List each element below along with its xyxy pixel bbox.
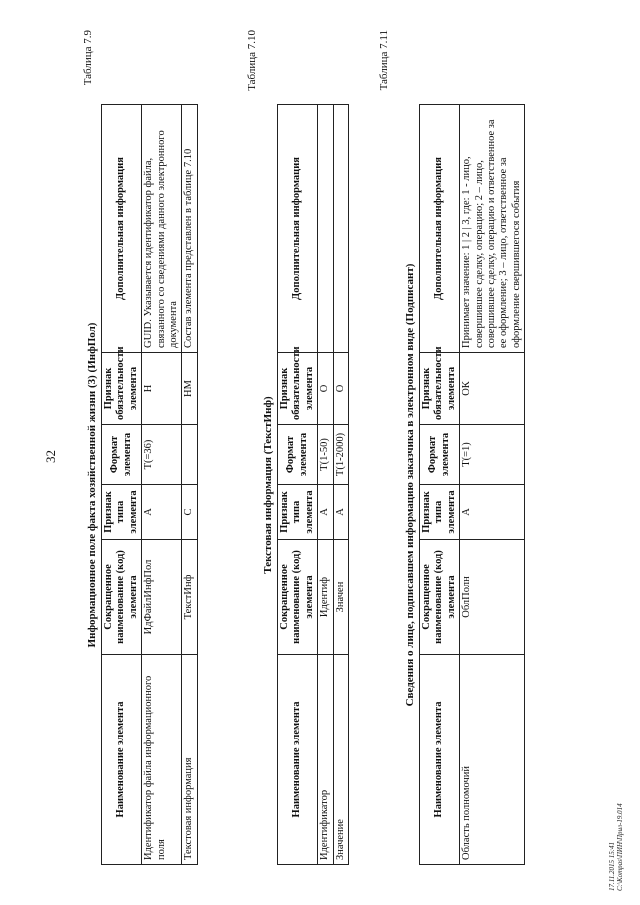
cell-format: Т(1-50) — [318, 425, 333, 485]
header-format: Формат элемента — [420, 425, 460, 485]
cell-required: ОК — [460, 353, 525, 425]
table-7-11-title: Сведения о лице, подписавшем информацию заказчика в электронном виде (Подписант) — [404, 263, 416, 707]
cell-info: GUID. Указывается идентификатор файла, связанного со сведениями данного электронного документа — [142, 105, 182, 353]
table-7-10-title: Текстовая информация (ТекстИнф) — [262, 396, 274, 574]
table-row — [142, 105, 182, 865]
table-7-10 — [277, 104, 349, 865]
header-name: Наименование элемента — [102, 655, 142, 865]
cell-required: О — [318, 353, 333, 425]
header-name: Наименование элемента — [278, 655, 318, 865]
table-row — [182, 105, 197, 865]
header-code: Сокращенное наименование (код) элемента — [278, 540, 318, 655]
page-number: 32 — [43, 450, 58, 463]
header-required: Признак обязательности элемента — [102, 353, 142, 425]
table-7-9-title: Информационное поле факта хозяйственной жизни (3) (ИнфПол) — [86, 322, 98, 648]
cell-format — [182, 425, 197, 485]
header-type: Признак типа элемента — [420, 485, 460, 540]
cell-info: Состав элемента представлен в таблице 7.10 — [182, 105, 197, 353]
cell-code: Идентиф — [318, 540, 333, 655]
table-7-9 — [101, 104, 198, 865]
header-code: Сокращенное наименование (код) элемента — [420, 540, 460, 655]
table-7-10-header-row — [278, 105, 318, 865]
header-format: Формат элемента — [278, 425, 318, 485]
cell-name: Идентификатор файла информационного поля — [142, 655, 182, 865]
footer-path: C:\Kompas\ПИН\Прил-19.014 — [616, 803, 625, 891]
header-name: Наименование элемента — [420, 655, 460, 865]
cell-name: Область полномочий — [460, 655, 525, 865]
table-7-10-label: Таблица 7.10 — [246, 30, 258, 91]
cell-name: Текстовая информация — [182, 655, 197, 865]
cell-required: Н — [142, 353, 182, 425]
table-row — [333, 105, 348, 865]
cell-info — [333, 105, 348, 353]
cell-name: Идентификатор — [318, 655, 333, 865]
cell-required: О — [333, 353, 348, 425]
cell-format: Т(=36) — [142, 425, 182, 485]
cell-name: Значение — [333, 655, 348, 865]
header-type: Признак типа элемента — [102, 485, 142, 540]
header-format: Формат элемента — [102, 425, 142, 485]
cell-type: А — [460, 485, 525, 540]
header-required: Признак обязательности элемента — [420, 353, 460, 425]
header-code: Сокращенное наименование (код) элемента — [102, 540, 142, 655]
cell-format: Т(1-2000) — [333, 425, 348, 485]
footer-note — [608, 803, 624, 891]
header-required: Признак обязательности элемента — [278, 353, 318, 425]
table-7-9-header-row — [102, 105, 142, 865]
cell-code: ИдФайлИнфПол — [142, 540, 182, 655]
table-7-9-label: Таблица 7.9 — [82, 30, 94, 86]
header-info: Дополнительная информация — [102, 105, 142, 353]
table-7-11-label: Таблица 7.11 — [378, 30, 390, 91]
header-info: Дополнительная информация — [420, 105, 460, 353]
footer-date: 17.11.2015 15:41 — [608, 841, 616, 891]
cell-type: А — [142, 485, 182, 540]
table-7-11 — [419, 104, 525, 865]
cell-code: ОблПолн — [460, 540, 525, 655]
table-row — [318, 105, 333, 865]
cell-code: ТекстИнф — [182, 540, 197, 655]
header-type: Признак типа элемента — [278, 485, 318, 540]
cell-type: А — [333, 485, 348, 540]
cell-format: Т(=1) — [460, 425, 525, 485]
table-7-11-header-row — [420, 105, 460, 865]
table-row — [460, 105, 525, 865]
cell-info — [318, 105, 333, 353]
cell-type: С — [182, 485, 197, 540]
cell-code: Значен — [333, 540, 348, 655]
cell-info: Принимает значение: 1 | 2 | 3, где: 1 - лицо, совершившее сделку, операцию; 2 – лицо, совершившее сделку, операцию и ответственное за ее оформление; 3 – лицо, ответственное за оформление свершившегося события — [460, 105, 525, 353]
header-info: Дополнительная информация — [278, 105, 318, 353]
cell-required: НМ — [182, 353, 197, 425]
cell-type: А — [318, 485, 333, 540]
